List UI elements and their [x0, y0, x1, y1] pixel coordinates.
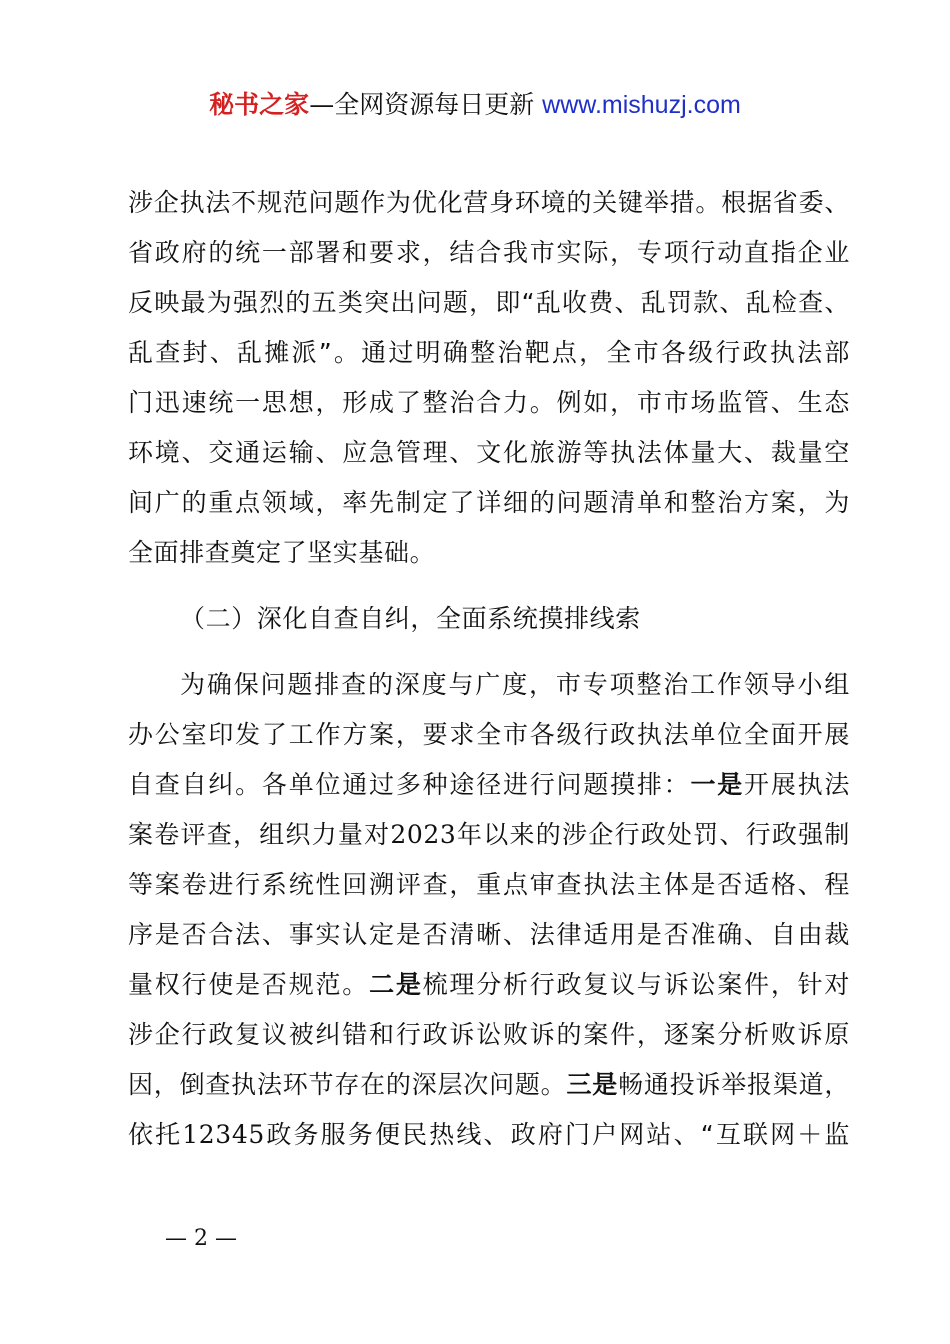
site-banner [0, 88, 950, 122]
hotline-number: 12345 [182, 1120, 265, 1149]
text-run: 畅通投诉举报渠道， [618, 1070, 851, 1099]
paragraph-line [128, 960, 850, 1010]
paragraph-line: 办公室印发了工作方案，要求全市各级行政执法单位全面开展 [128, 720, 850, 749]
paragraph-line [128, 810, 850, 860]
paragraph-line: 为确保问题排查的深度与广度，市专项整治工作领导小组 [180, 670, 850, 699]
paragraph-line: 序是否合法、事实认定是否清晰、法律适用是否准确、自由裁 [128, 920, 850, 949]
paragraph-line: 间广的重点领域，率先制定了详细的问题清单和整治方案，为 [128, 488, 850, 517]
paragraph-line: 涉企行政复议被纠错和行政诉讼败诉的案件，逐案分析败诉原 [128, 1020, 850, 1049]
document-body [128, 178, 850, 1160]
paragraph-line: 反映最为强烈的五类突出问题，即“乱收费、乱罚款、乱检查、 [128, 288, 850, 317]
site-url-link[interactable]: www.mishuzj.com [542, 91, 741, 119]
emphasis-keyword: 二是 [369, 970, 423, 999]
page-number: — 2 — [165, 1226, 237, 1251]
year-number: 2023 [390, 820, 457, 849]
banner-tagline: —全网资源每日更新 [309, 90, 535, 119]
text-run: 政务服务便民热线、政府门户网站、“互联网＋监 [264, 1120, 850, 1149]
text-run: 年以来的涉企行政处罚、行政强制 [456, 820, 850, 849]
text-run: 因，倒查执法环节存在的深层次问题。 [128, 1070, 567, 1099]
paragraph-line: 等案卷进行系统性回溯评查，重点审查执法主体是否适格、程 [128, 870, 850, 899]
paragraph-line: 门迅速统一思想，形成了整治合力。例如，市市场监管、生态 [128, 388, 850, 417]
brand-name: 秘书之家 [209, 90, 310, 119]
text-run: 依托 [128, 1120, 183, 1149]
text-run: 开展执法 [744, 770, 850, 799]
emphasis-keyword: 一是 [690, 770, 745, 799]
paragraph-line [128, 1110, 850, 1160]
text-run: 自查自纠。各单位通过多种途径进行问题摸排： [128, 770, 691, 799]
section-heading: （二）深化自查自纠，全面系统摸排线索 [180, 604, 641, 633]
emphasis-keyword: 三是 [566, 1070, 619, 1099]
paragraph-line: 涉企执法不规范问题作为优化营身环境的关键举措。根据省委、 [128, 188, 850, 217]
paragraph-line: 全面排查奠定了坚实基础。 [128, 538, 436, 567]
paragraph-line: 省政府的统一部署和要求，结合我市实际，专项行动直指企业 [128, 238, 850, 267]
paragraph-line [128, 760, 850, 810]
text-run: 量权行使是否规范。 [128, 970, 370, 999]
paragraph-line: 乱查封、乱摊派”。通过明确整治靶点，全市各级行政执法部 [128, 338, 850, 367]
text-run: 梳理分析行政复议与诉讼案件，针对 [422, 970, 851, 999]
paragraph-line [128, 1060, 850, 1110]
text-run: 案卷评查，组织力量对 [128, 820, 391, 849]
paragraph-line: 环境、交通运输、应急管理、文化旅游等执法体量大、裁量空 [128, 438, 850, 467]
